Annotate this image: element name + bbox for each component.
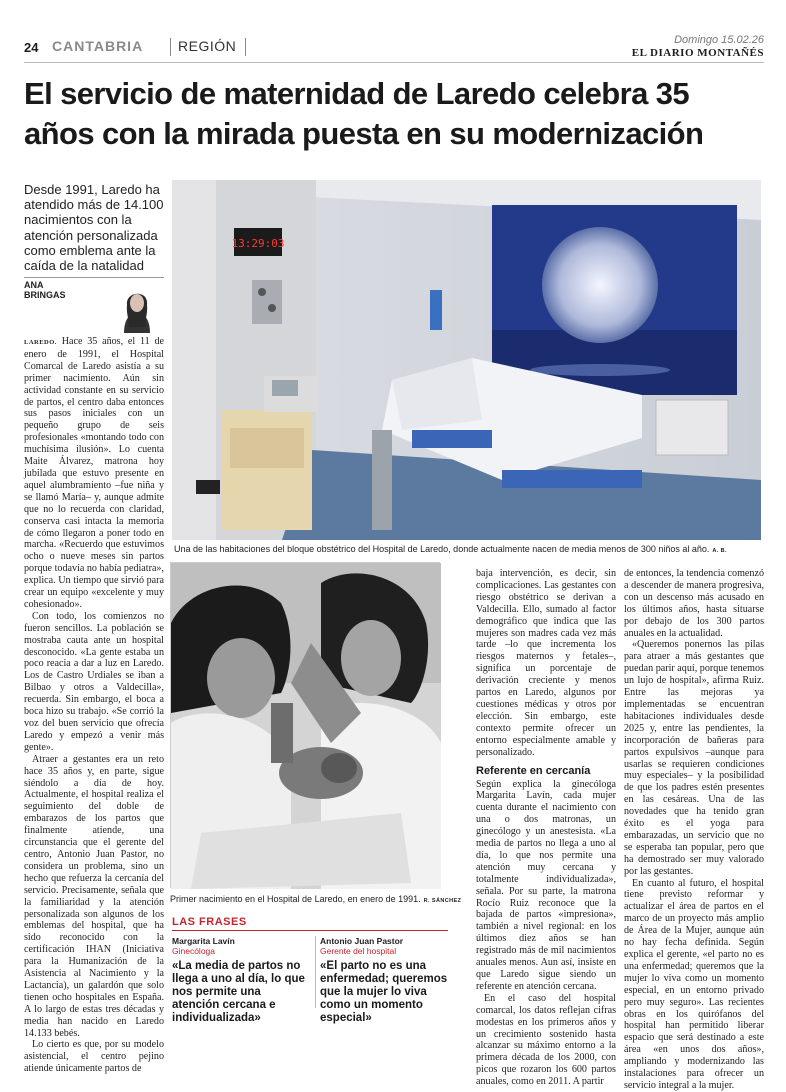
subsection-divider bbox=[245, 38, 246, 56]
section-divider bbox=[170, 38, 171, 56]
quote-speaker-role: Ginecóloga bbox=[172, 946, 216, 956]
body-paragraph-text: Hace 35 años, el 11 de enero de 1991, el Hospital Comarcal de Laredo asistía a su primer nacimiento. Aún sin actividad constante en su servicio de partos, el centro daba entonces sus pasos iniciales con un pequeño grupo de seis profesionales «montando todo con muchísima ilusión». Lo cuenta Maite Álvarez, matrona hoy jubilada que estuvo presente en aquel alumbramiento –fue niña y se llamó María– y, aunque admite que no lo recuerda con claridad, conserva casi intacta la memoria de cómo llegaron a poner todo en marcha. «Recuerdo que estuvimos ocho o nueve meses sin partos porque todavía no había pediatra», explica. Un tiempo que sirvió para crear un equipo «excelente y muy cohesionado». bbox=[24, 336, 164, 610]
article-column-2 bbox=[476, 568, 616, 1088]
page-number: 24 bbox=[24, 40, 39, 55]
quote-speaker-role: Gerente del hospital bbox=[320, 946, 397, 956]
article-column-1 bbox=[24, 336, 164, 1075]
deck-summary: Desde 1991, Laredo ha atendido más de 14.100 nacimientos con la atención personalizada como emblema ante la caída de la natalidad bbox=[24, 182, 164, 274]
author-portrait bbox=[110, 283, 164, 333]
body-paragraph: de entonces, la tendencia comenzó a descender de manera progresiva, con un descenso más acusado en los últimos años, hasta situarse por debajo de los 300 partos anuales en la actualidad. bbox=[624, 568, 764, 639]
body-paragraph: baja intervención, es decir, sin complicaciones. Las gestantes con riesgo obstétrico se derivan a Valdecilla. Ello, sumado al factor demográfico que indica que las mujeres son madres cada vez más tarde –lo que incrementa los riesgos maternos y fetales–, significa un porcentaje de derivación creciente y menos partos en Laredo, algunos por cuestiones médicas y otros por elección. Sin embargo, este contexto permite ofrecer un entorno especialmente amable y personalizado. bbox=[476, 568, 616, 758]
deck-rule bbox=[24, 277, 164, 278]
body-paragraph: En el caso del hospital comarcal, los datos reflejan cifras modestas en los primeros años y un crecimiento sostenido hasta alcanzar su máximo entorno a la primera década de los 2000, con picos que rozaron los 600 partos anuales, como en 2011. A partir bbox=[476, 992, 616, 1088]
headline: El servicio de maternidad de Laredo celebra 35 años con la mirada puesta en su modernización bbox=[24, 76, 704, 151]
quote-text: «El parto no es una enfermedad; queremos que la mujer lo viva como un momento especial» bbox=[320, 960, 448, 1024]
quote-speaker-name: Antonio Juan Pastor bbox=[320, 936, 404, 946]
body-paragraph: Atraer a gestantes era un reto hace 35 años y, en parte, sigue siéndolo a día de hoy. Actualmente, el hospital realiza el seguimiento del doble de embarazos de los partos que finalmente atiende, una circunstancia que el gerente del centro, Antonio Juan Pastor, no considera un problema, sino un hecho que refuerza la cercanía del servicio. Precisamente, señala que la familiaridad y la atención personalizada son algunos de los emblemas del hospital, que ha sido reconocido con la certificación IHAN (Iniciativa para la Humanización de la Asistencia al Nacimiento y la Lactancia), un galardón que solo tienen ocho hospitales en España. A lo largo de estas tres décadas y media han nacido en Laredo 14.133 bebés. bbox=[24, 753, 164, 1039]
main-photo-delivery-room bbox=[172, 180, 761, 540]
main-photo-caption bbox=[174, 544, 764, 554]
article-subhead: Referente en cercanía bbox=[476, 764, 591, 777]
body-paragraph: Con todo, los comienzos no fueron sencillos. La población se mostraba cauta ante un hospital desconocido. «La gente estaba un poco reacia a dar a luz en Laredo. Los de Castro Urdiales se iban a Bilbao y otros a Valdecilla», recuerda. Sin embargo, el boca a boca hizo su trabajo. «Se corrió la voz del buen servicio que ofrecía Laredo y empezó a venir más gente». bbox=[24, 610, 164, 753]
author-first-name: ANA bbox=[24, 280, 44, 290]
body-paragraph: En cuanto al futuro, el hospital tiene previsto reformar y actualizar el área de partos en el marco de un proyecto más amplio de Área de la Mujer, aunque aún no hay fecha definida. Según explica el gerente, «el parto no es una enfermedad; queremos que la mujer lo viva como un momento especial, en un entorno privado pero muy seguro». Las recientes obras en los quirófanos del hospital han permitido liberar espacio que será destinado a este área «en unos dos años», ampliando y modernizando las instalaciones para ofrecer un servicio integral a la mujer. bbox=[624, 877, 764, 1091]
quote-speaker-name: Margarita Lavín bbox=[172, 936, 235, 946]
issue-date: Domingo 15.02.26 bbox=[674, 34, 764, 46]
quote-item bbox=[172, 936, 308, 1025]
byline bbox=[24, 280, 66, 300]
main-photo-credit: A. B. bbox=[712, 548, 727, 554]
body-paragraph: Lo cierto es que, por su modelo asistencial, el centro pejino atiende únicamente partos de bbox=[24, 1039, 164, 1075]
page-header bbox=[24, 36, 764, 64]
subsection-name: REGIÓN bbox=[178, 38, 237, 54]
header-rule bbox=[24, 62, 764, 63]
quote-text: «La media de partos no llega a uno al día, lo que nos permite una atención cercana e individualizada» bbox=[172, 960, 305, 1024]
archive-photo-credit: R. SÁNCHEZ bbox=[423, 898, 462, 904]
article-column-3 bbox=[624, 568, 764, 1092]
quote-item bbox=[320, 936, 456, 1025]
archive-photo-caption-text: Primer nacimiento en el Hospital de Laredo, en enero de 1991. bbox=[170, 894, 421, 904]
section-name: CANTABRIA bbox=[52, 38, 144, 54]
quote-divider bbox=[315, 936, 316, 1008]
archive-photo-first-birth bbox=[170, 562, 440, 888]
quotes-box bbox=[172, 916, 448, 1024]
wall-clock-digits: 13:29:03 bbox=[231, 237, 285, 250]
body-paragraph: «Queremos ponernos las pilas para atraer a más gestantes que puedan parir aquí, porque tenemos un lujo de hospital», afirma Ruiz. Entre las mejoras ya implementadas se encuentran habitaciones individuales desde 2025 y, entre las pendientes, la incorporación de bañeras para partos expulsivos –aunque para usarlas se requieren condiciones muy especiales– y la posibilidad de que los padres estén presentes en las cesáreas. Una de las novedades que ha tenido gran éxito es el yoga para embarazadas, un servicio que no se esperaba tan popular, pero que ha demostrado ser muy valorado por las gestantes. bbox=[624, 639, 764, 877]
quotes-box-title: LAS FRASES bbox=[172, 916, 448, 931]
body-paragraph: Según explica la ginecóloga Margarita Lavín, cada mujer cuenta durante el nacimiento con una o dos matronas, un ginecólogo y un anestesista. «La media de partos no llega a uno al día, lo que nos permite una atención muy cercana y totalmente individualizada», señala. Por su parte, la matrona Rocío Ruiz reconoce que la bajada de partos «impresiona», también a nivel regional: en los últimos diez años se han registrado más de mil nacimientos anuales menos. Aun así, insiste en que Laredo sigue siendo un referente en atención cercana. bbox=[476, 778, 616, 992]
main-photo-caption-text: Una de las habitaciones del bloque obstétrico del Hospital de Laredo, donde actualmente nacen de media menos de 300 niños al año. bbox=[174, 544, 710, 554]
archive-photo-caption bbox=[170, 894, 470, 904]
author-last-name: BRINGAS bbox=[24, 290, 66, 300]
dateline: LAREDO. bbox=[24, 339, 57, 346]
body-paragraph bbox=[24, 336, 164, 611]
newspaper-brand: EL DIARIO MONTAÑÉS bbox=[631, 47, 764, 59]
